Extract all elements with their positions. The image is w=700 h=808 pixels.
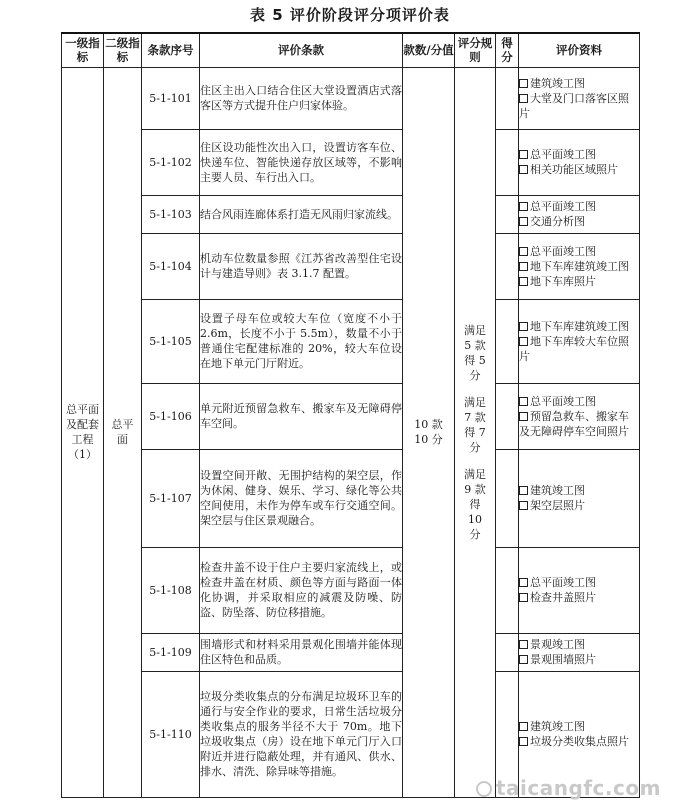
table-row <box>62 233 640 299</box>
table-row <box>62 383 640 449</box>
checkbox-icon[interactable] <box>519 337 528 346</box>
checkbox-icon[interactable] <box>519 202 528 211</box>
material-label: 大堂及门口落客区照片 <box>519 91 629 120</box>
clause-code: 5-1-104 <box>142 233 200 299</box>
scoring-rule-line: 分 <box>469 368 481 382</box>
scoring-rule-line: 9 款 <box>464 482 486 496</box>
checkbox-icon[interactable] <box>519 593 528 602</box>
material-label: 总平面竣工图 <box>530 394 596 408</box>
material-item <box>519 199 639 214</box>
material-item <box>519 498 639 513</box>
watermark-text: taicangfc.com <box>496 776 661 800</box>
table-row <box>62 67 640 129</box>
scoring-rule <box>462 395 488 455</box>
scoring-rule-line: 分 <box>469 527 481 541</box>
count-line: 10 款 <box>414 418 443 431</box>
material-item <box>519 319 639 334</box>
header-condition: 评价条款 <box>200 33 403 67</box>
clause-code: 5-1-110 <box>142 671 200 797</box>
material-label: 总平面竣工图 <box>530 148 596 161</box>
material-item <box>519 147 639 162</box>
material-item <box>519 483 639 498</box>
watermark-logo-icon <box>476 781 492 797</box>
material-label: 建筑竣工图 <box>530 484 585 497</box>
clause-condition: 机动车位数量参照《江苏省改善型住宅设计与建造导则》表 3.1.7 配置。 <box>200 233 403 299</box>
score-cell[interactable] <box>496 67 519 129</box>
material-item <box>519 274 639 289</box>
material-label: 地下车库较大车位照片 <box>519 334 629 363</box>
table-row <box>62 195 640 233</box>
scoring-rule-line: 得 7 <box>464 425 486 439</box>
clause-code: 5-1-101 <box>142 67 200 129</box>
clause-code: 5-1-109 <box>142 633 200 671</box>
evaluation-table <box>61 32 640 798</box>
material-label: 建筑竣工图 <box>530 720 585 733</box>
material-item <box>519 719 639 734</box>
material-label: 景观竣工图 <box>530 638 585 651</box>
clause-code: 5-1-102 <box>142 129 200 195</box>
material-label: 垃圾分类收集点照片 <box>530 735 629 748</box>
materials-cell <box>519 67 640 129</box>
checkbox-icon[interactable] <box>519 501 528 510</box>
scoring-rule-line: 5 款 <box>464 338 486 352</box>
clause-code: 5-1-103 <box>142 195 200 233</box>
material-label: 交通分析图 <box>530 215 585 228</box>
clause-code: 5-1-108 <box>142 547 200 633</box>
materials-cell <box>519 383 640 449</box>
table-row <box>62 129 640 195</box>
material-label: 总平面竣工图 <box>530 576 596 589</box>
material-label: 景观围墙照片 <box>530 653 596 666</box>
checkbox-icon[interactable] <box>519 217 528 226</box>
count-line: 10 分 <box>414 433 443 446</box>
scoring-rule-line: 分 <box>469 440 481 454</box>
material-item <box>519 734 639 749</box>
clause-condition: 检查井盖不设于住户主要归家流线上，或检查井盖在材质、颜色等方面与路面一体化协调，并采取相应的减震及防噪、防盗、防坠落、防位移措施。 <box>200 547 403 633</box>
level1-indicator: 总平面及配套工程（1） <box>62 67 104 797</box>
material-item <box>519 575 639 590</box>
scoring-rule <box>462 323 488 383</box>
header-materials: 评价资料 <box>519 33 640 67</box>
score-cell[interactable] <box>496 299 519 383</box>
material-label: 总平面竣工图 <box>530 244 596 258</box>
materials-cell <box>519 449 640 547</box>
material-item <box>519 259 639 274</box>
checkbox-icon[interactable] <box>519 277 528 286</box>
material-label: 地下车库建筑竣工图 <box>530 319 629 333</box>
level2-indicator: 总平面 <box>104 67 142 797</box>
checkbox-icon[interactable] <box>519 165 528 174</box>
score-cell[interactable] <box>496 547 519 633</box>
table-row <box>62 449 640 547</box>
material-item <box>519 394 639 409</box>
clause-condition: 围墙形式和材料采用景观化围墙并能体现住区特色和品质。 <box>200 633 403 671</box>
clause-condition: 设置子母车位或较大车位（宽度不小于 2.6m，长度不小于 5.5m），数量不小于普通住宅配建标准的 20%，较大车位设在地下单元门厅附近。 <box>200 299 403 383</box>
table-row <box>62 633 640 671</box>
score-cell[interactable] <box>496 233 519 299</box>
scoring-rule-line: 满足 <box>464 323 486 337</box>
materials-cell <box>519 299 640 383</box>
score-cell[interactable] <box>496 633 519 671</box>
table-row <box>62 547 640 633</box>
header-count: 款数/分值 <box>403 33 455 67</box>
checkbox-icon[interactable] <box>519 655 528 664</box>
scoring-rule-line: 得 5 <box>464 353 486 367</box>
checkbox-icon[interactable] <box>519 397 528 406</box>
material-label: 检查井盖照片 <box>530 591 596 604</box>
materials-cell <box>519 233 640 299</box>
material-label: 建筑竣工图 <box>530 76 585 90</box>
header-level2: 二级指标 <box>104 33 142 67</box>
score-cell[interactable] <box>496 129 519 195</box>
material-item <box>519 244 639 259</box>
material-label: 地下车库建筑竣工图 <box>530 259 629 273</box>
material-item <box>519 76 639 91</box>
scoring-rule-line: 得 10 <box>468 497 482 526</box>
header-rule: 评分规则 <box>455 33 496 67</box>
material-label: 架空层照片 <box>530 499 585 512</box>
material-label: 地下车库照片 <box>530 274 596 288</box>
scoring-rule-line: 满足 <box>464 467 486 481</box>
watermark <box>476 776 661 800</box>
checkbox-icon[interactable] <box>519 412 528 421</box>
clause-code: 5-1-106 <box>142 383 200 449</box>
clause-condition: 垃圾分类收集点的分布满足垃圾环卫车的通行与安全作业的要求，日常生活垃圾分类收集点的服务半径不大于 70m。地下垃圾收集点（房）设在地下单元门厅入口附近并进行隐蔽处理，并有通风、供水、排水、清洗、除异味等措施。 <box>200 671 403 797</box>
material-item <box>519 409 639 439</box>
scoring-rule-line: 满足 <box>464 395 486 409</box>
material-item <box>519 91 639 121</box>
checkbox-icon[interactable] <box>519 578 528 587</box>
clause-code: 5-1-105 <box>142 299 200 383</box>
checkbox-icon[interactable] <box>519 737 528 746</box>
score-cell[interactable] <box>496 449 519 547</box>
checkbox-icon[interactable] <box>519 262 528 271</box>
clause-condition: 住区设功能性次出入口，设置访客车位、快递车位、智能快递存放区域等，不影响主要人员、车行出入口。 <box>200 129 403 195</box>
material-item <box>519 637 639 652</box>
material-label: 相关功能区域照片 <box>530 163 618 176</box>
checkbox-icon[interactable] <box>519 322 528 331</box>
score-cell[interactable] <box>496 195 519 233</box>
checkbox-icon[interactable] <box>519 150 528 159</box>
table-body <box>62 67 640 797</box>
header-code: 条款序号 <box>142 33 200 67</box>
checkbox-icon[interactable] <box>519 486 528 495</box>
materials-cell <box>519 547 640 633</box>
material-item <box>519 162 639 177</box>
material-item <box>519 214 639 229</box>
header-row <box>62 33 640 67</box>
scoring-rule-line: 7 款 <box>464 410 486 424</box>
checkbox-icon[interactable] <box>519 247 528 256</box>
header-level1: 一级指标 <box>62 33 104 67</box>
materials-cell <box>519 129 640 195</box>
material-item <box>519 334 639 364</box>
scoring-rule-cell <box>455 67 496 797</box>
clause-condition: 设置空间开敞、无围护结构的架空层，作为休闲、健身、娱乐、学习、绿化等公共空间使用，未作为停车或车行交通空间。架空层与住区景观融合。 <box>200 449 403 547</box>
material-item <box>519 590 639 605</box>
clause-condition: 住区主出入口结合住区大堂设置酒店式落客区等方式提升住户归家体验。 <box>200 67 403 129</box>
checkbox-icon[interactable] <box>519 94 528 103</box>
material-label: 总平面竣工图 <box>530 200 596 213</box>
clause-code: 5-1-107 <box>142 449 200 547</box>
table-title: 表 5 评价阶段评分项评价表 <box>250 6 450 24</box>
clause-condition: 结合风雨连廊体系打造无风雨归家流线。 <box>200 195 403 233</box>
header-score: 得分 <box>496 33 519 67</box>
checkbox-icon[interactable] <box>519 79 528 88</box>
materials-cell <box>519 195 640 233</box>
table-row <box>62 299 640 383</box>
checkbox-icon[interactable] <box>519 640 528 649</box>
count-score-cell <box>403 67 455 797</box>
score-cell[interactable] <box>496 383 519 449</box>
material-item <box>519 652 639 667</box>
material-label: 预留急救车、搬家车及无障碍停车空间照片 <box>519 409 629 438</box>
clause-condition: 单元附近预留急救车、搬家车及无障碍停车空间。 <box>200 383 403 449</box>
materials-cell <box>519 633 640 671</box>
scoring-rule <box>462 467 488 542</box>
checkbox-icon[interactable] <box>519 722 528 731</box>
